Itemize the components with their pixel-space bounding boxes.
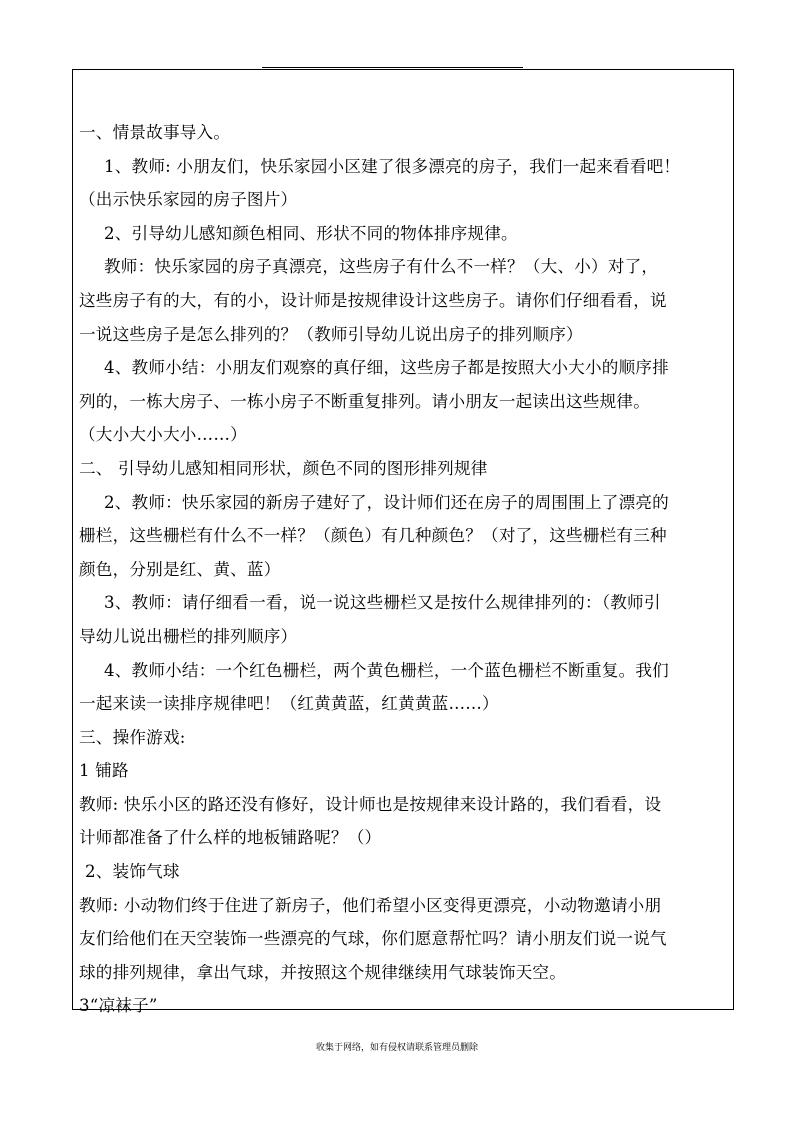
text-line: （出示快乐家园的房子图片）	[79, 190, 298, 210]
text-line: 教师: 小动物们终于住进了新房子，他们希望小区变得更漂亮，小动物邀请小朋	[79, 895, 662, 915]
header-rule	[262, 67, 523, 68]
page-footer: 收集于网络，如有侵权请联系管理员删除	[315, 1043, 478, 1053]
text-line: 二、 引导幼儿感知相同形状，颜色不同的图形排列规律	[79, 458, 488, 478]
text-line: 1、教师: 小朋友们，快乐家园小区建了很多漂亮的房子，我们一起来看看吧！	[104, 156, 681, 176]
text-line: （大小大小大小……）	[79, 425, 247, 445]
text-line: 4、教师小结：一个红色栅栏，两个黄色栅栏，一个蓝色栅栏不断重复。我们	[104, 660, 669, 680]
document-body	[79, 116, 731, 1023]
text-line: 三、操作游戏:	[79, 727, 186, 747]
text-line: 计师都准备了什么样的地板铺路呢？（）	[79, 828, 382, 848]
text-line: 一说这些房子是怎么排列的？（教师引导幼儿说出房子的排列顺序）	[79, 324, 583, 344]
text-line: 1 铺路	[79, 761, 129, 781]
text-line: 3、教师：请仔细看一看，说一说这些栅栏又是按什么规律排列的：（教师引	[104, 593, 661, 613]
text-line: 友们给他们在天空装饰一些漂亮的气球，你们愿意帮忙吗？请小朋友们说一说气	[79, 929, 667, 949]
text-line: 2、引导幼儿感知颜色相同、形状不同的物体排序规律。	[104, 223, 518, 243]
text-line: 教师: 快乐小区的路还没有修好，设计师也是按规律来设计路的，我们看看，设	[79, 794, 662, 814]
text-line: 列的，一栋大房子、一栋小房子不断重复排列。请小朋友一起读出这些规律。	[79, 391, 650, 411]
text-line: 一起来读一读排序规律吧！（红黄黄蓝，红黄黄蓝……）	[79, 694, 499, 714]
text-line: 2、教师：快乐家园的新房子建好了，设计师们还在房子的周围围上了漂亮的	[104, 492, 669, 512]
text-line: 2、装饰气球	[85, 862, 180, 882]
text-line: 导幼儿说出栅栏的排列顺序）	[79, 626, 298, 646]
text-line: 3“凉袜子”	[79, 996, 158, 1016]
text-line: 一、情景故事导入。	[79, 123, 231, 142]
text-line: 4、教师小结：小朋友们观察的真仔细，这些房子都是按照大小大小的顺序排	[104, 358, 669, 378]
text-line: 球的排列规律，拿出气球，并按照这个规律继续用气球装饰天空。	[79, 962, 567, 982]
text-line: 教师：快乐家园的房子真漂亮，这些房子有什么不一样？（大、小）对了，	[104, 257, 659, 277]
text-line: 颜色，分别是红、黄、蓝）	[79, 559, 281, 579]
text-line: 栅栏，这些栅栏有什么不一样？（颜色）有几种颜色？（对了，这些栅栏有三种	[79, 526, 667, 546]
text-line: 这些房子有的大，有的小，设计师是按规律设计这些房子。请你们仔细看看，说	[79, 290, 667, 310]
